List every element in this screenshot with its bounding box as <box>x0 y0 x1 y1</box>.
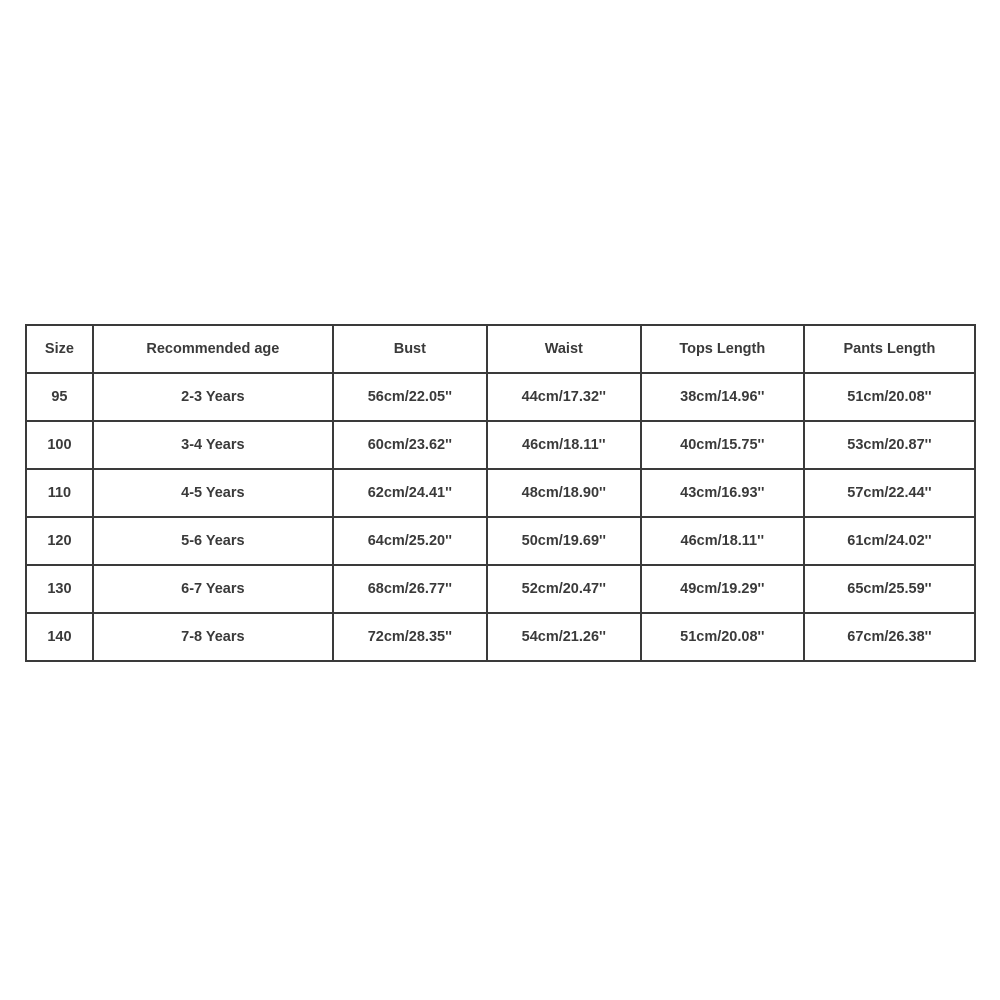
cell-bust: 72cm/28.35'' <box>333 613 487 661</box>
cell-tops-length: 38cm/14.96'' <box>641 373 804 421</box>
cell-size: 120 <box>26 517 93 565</box>
cell-pants-length: 65cm/25.59'' <box>804 565 975 613</box>
cell-recommended-age: 5-6 Years <box>93 517 333 565</box>
cell-pants-length: 53cm/20.87'' <box>804 421 975 469</box>
header-tops-length: Tops Length <box>641 325 804 373</box>
table-row <box>26 517 975 565</box>
cell-recommended-age: 6-7 Years <box>93 565 333 613</box>
cell-tops-length: 46cm/18.11'' <box>641 517 804 565</box>
cell-pants-length: 57cm/22.44'' <box>804 469 975 517</box>
table-row <box>26 613 975 661</box>
size-chart-table <box>25 324 976 662</box>
cell-recommended-age: 4-5 Years <box>93 469 333 517</box>
cell-recommended-age: 3-4 Years <box>93 421 333 469</box>
header-bust: Bust <box>333 325 487 373</box>
cell-size: 140 <box>26 613 93 661</box>
cell-tops-length: 49cm/19.29'' <box>641 565 804 613</box>
cell-recommended-age: 2-3 Years <box>93 373 333 421</box>
cell-tops-length: 40cm/15.75'' <box>641 421 804 469</box>
cell-size: 110 <box>26 469 93 517</box>
cell-waist: 44cm/17.32'' <box>487 373 641 421</box>
cell-bust: 56cm/22.05'' <box>333 373 487 421</box>
cell-size: 95 <box>26 373 93 421</box>
cell-waist: 52cm/20.47'' <box>487 565 641 613</box>
cell-tops-length: 51cm/20.08'' <box>641 613 804 661</box>
cell-size: 130 <box>26 565 93 613</box>
cell-waist: 50cm/19.69'' <box>487 517 641 565</box>
header-waist: Waist <box>487 325 641 373</box>
table-row <box>26 421 975 469</box>
table-row <box>26 469 975 517</box>
header-row <box>26 325 975 373</box>
cell-waist: 54cm/21.26'' <box>487 613 641 661</box>
cell-size: 100 <box>26 421 93 469</box>
table-row <box>26 565 975 613</box>
header-size: Size <box>26 325 93 373</box>
cell-recommended-age: 7-8 Years <box>93 613 333 661</box>
cell-pants-length: 67cm/26.38'' <box>804 613 975 661</box>
cell-pants-length: 51cm/20.08'' <box>804 373 975 421</box>
cell-bust: 60cm/23.62'' <box>333 421 487 469</box>
table-row <box>26 373 975 421</box>
cell-bust: 64cm/25.20'' <box>333 517 487 565</box>
header-pants-length: Pants Length <box>804 325 975 373</box>
cell-waist: 46cm/18.11'' <box>487 421 641 469</box>
cell-waist: 48cm/18.90'' <box>487 469 641 517</box>
cell-pants-length: 61cm/24.02'' <box>804 517 975 565</box>
header-recommended-age: Recommended age <box>93 325 333 373</box>
cell-bust: 68cm/26.77'' <box>333 565 487 613</box>
cell-bust: 62cm/24.41'' <box>333 469 487 517</box>
cell-tops-length: 43cm/16.93'' <box>641 469 804 517</box>
